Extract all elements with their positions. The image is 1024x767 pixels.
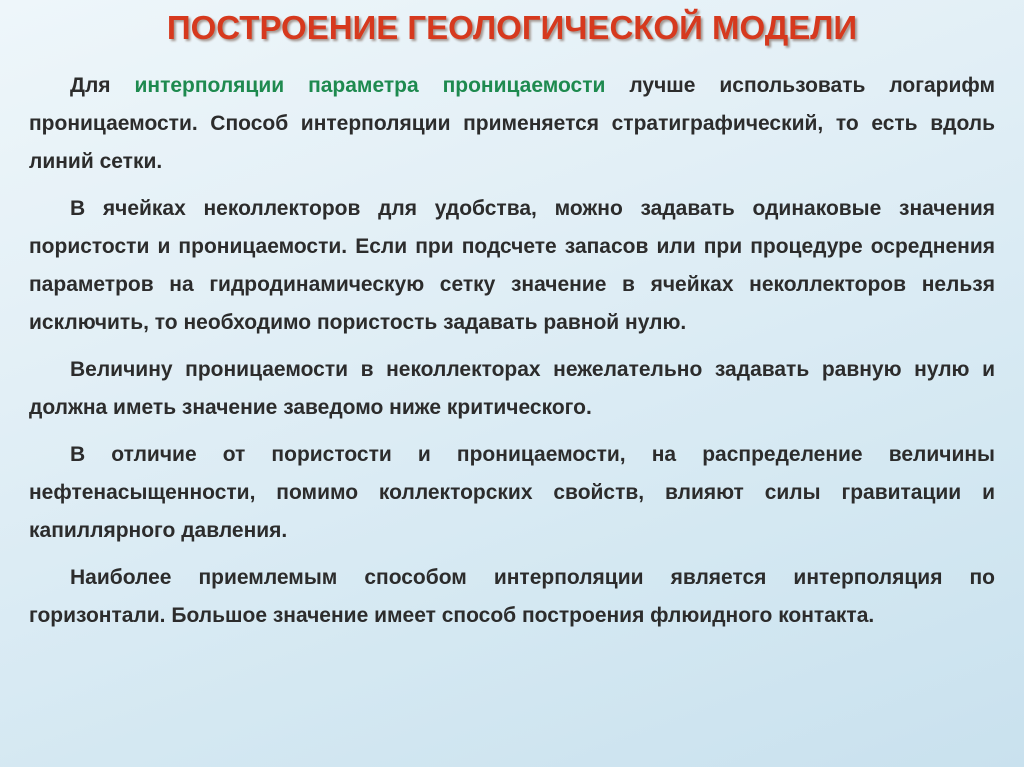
slide-body [29,67,995,644]
paragraph-4: В отличие от пористости и проницаемости, на распределение величины нефтенасыщенности, помимо коллекторских свойств, влияют силы гравитации и капиллярного давления. [29,443,995,542]
paragraph-1 [29,67,995,181]
paragraph-1-highlight: интерполяции параметра проницаемости [134,74,606,97]
paragraph-5: Наиболее приемлемым способом интерполяции является интерполяция по горизонтали. Большое значение имеет способ построения флюидного контакта. [29,566,995,627]
paragraph-1-lead: Для [70,74,135,97]
slide-title: ПОСТРОЕНИЕ ГЕОЛОГИЧЕСКОЙ МОДЕЛИ [166,9,858,46]
paragraph-1-rest: лучше использовать логарифм проницаемости. Способ интерполяции применяется стратиграфический, то есть вдоль линий сетки. [29,74,996,173]
paragraph-2: В ячейках неколлекторов для удобства, можно задавать одинаковые значения пористости и проницаемости. Если при подсчете запасов или при процедуре осреднения параметров на гидродинамическую сетку значение в ячейках неколлекторов нельзя исключить, то необходимо пористость задавать равной нулю. [29,197,995,334]
paragraph-3: Величину проницаемости в неколлекторах нежелательно задавать равную нулю и должна иметь значение заведомо ниже критического. [29,358,995,419]
